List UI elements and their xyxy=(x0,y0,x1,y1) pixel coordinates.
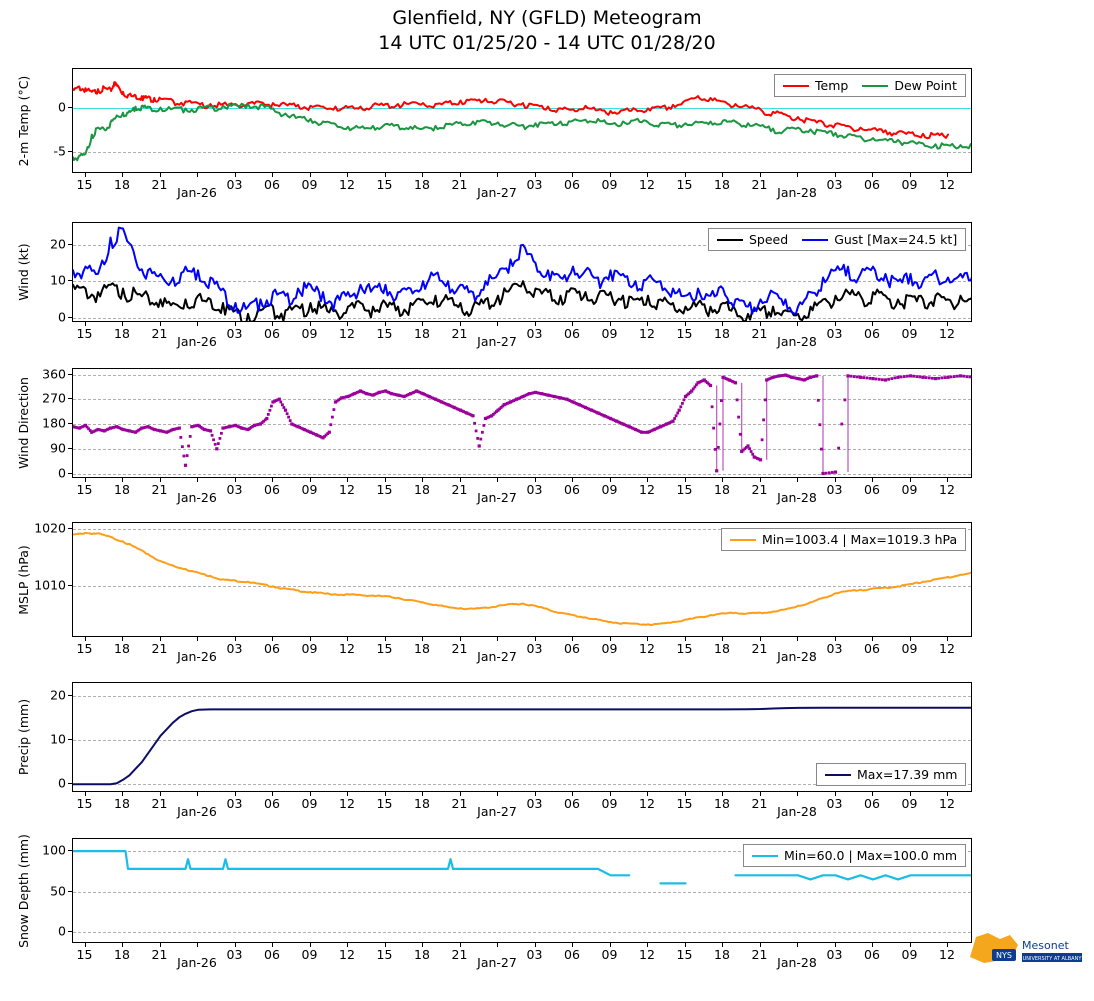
x-tick-label: Jan-28 xyxy=(777,804,817,819)
x-tick-label: 06 xyxy=(864,796,880,811)
y-tick-label: 1020 xyxy=(34,520,66,536)
y-tick-mark xyxy=(68,528,72,529)
y-tick-label: 0 xyxy=(58,775,66,791)
x-tick-label: 09 xyxy=(601,482,618,497)
x-tick-label: 06 xyxy=(264,641,280,656)
legend-item xyxy=(783,78,848,93)
x-tick-label: 15 xyxy=(376,482,393,497)
x-tick-label: 12 xyxy=(939,326,955,341)
x-tick-label: 18 xyxy=(414,177,430,192)
y-axis-label-wind: Wind (kt) xyxy=(16,243,31,301)
plot-area-wind_direction xyxy=(72,368,972,478)
x-tick-label: 21 xyxy=(151,796,168,811)
x-tick-label: 15 xyxy=(76,641,93,656)
x-tick-label: 03 xyxy=(226,641,243,656)
x-tick-mark xyxy=(197,943,198,947)
x-tick-label: Jan-26 xyxy=(177,185,217,200)
x-tick-label: 09 xyxy=(301,482,318,497)
x-tick-mark xyxy=(497,173,498,177)
x-tick-label: 18 xyxy=(714,796,730,811)
y-tick-mark xyxy=(68,473,72,474)
y-axis-label-mslp: MSLP (hPa) xyxy=(16,544,31,615)
x-tick-label: 18 xyxy=(714,326,730,341)
x-tick-label: 03 xyxy=(226,177,243,192)
x-tick-label: 18 xyxy=(414,947,430,962)
x-tick-label: 18 xyxy=(414,482,430,497)
x-tick-label: 06 xyxy=(864,641,880,656)
x-tick-label: 21 xyxy=(451,947,468,962)
x-tick-label: 03 xyxy=(826,796,843,811)
x-tick-label: Jan-28 xyxy=(777,334,817,349)
x-tick-label: 21 xyxy=(751,947,768,962)
y-axis-label-precip: Precip (mm) xyxy=(16,698,31,776)
x-tick-label: 21 xyxy=(451,482,468,497)
x-tick-label: 09 xyxy=(901,641,918,656)
x-tick-label: 18 xyxy=(114,641,130,656)
x-tick-label: 06 xyxy=(564,482,580,497)
x-tick-label: Jan-27 xyxy=(477,185,517,200)
x-tick-mark xyxy=(497,637,498,641)
x-tick-label: Jan-27 xyxy=(477,955,517,970)
legend-swatch xyxy=(802,239,828,241)
x-tick-label: 18 xyxy=(714,177,730,192)
y-tick-label: 50 xyxy=(50,883,66,898)
x-tick-label: 21 xyxy=(151,326,168,341)
y-tick-mark xyxy=(68,398,72,399)
x-tick-label: 21 xyxy=(751,796,768,811)
legend-swatch xyxy=(825,774,851,776)
x-tick-label: 09 xyxy=(601,641,618,656)
x-tick-label: 09 xyxy=(901,796,918,811)
x-tick-label: 18 xyxy=(114,326,130,341)
x-tick-label: 18 xyxy=(414,641,430,656)
x-tick-label: 18 xyxy=(714,482,730,497)
x-tick-mark xyxy=(797,478,798,482)
svg-text:NYS: NYS xyxy=(996,951,1012,960)
x-tick-label: 06 xyxy=(564,641,580,656)
x-tick-label: 06 xyxy=(564,796,580,811)
x-tick-label: 15 xyxy=(76,947,93,962)
y-tick-mark xyxy=(68,423,72,424)
y-tick-label: 10 xyxy=(50,731,66,747)
x-tick-mark xyxy=(797,792,798,796)
legend-item xyxy=(802,232,957,247)
x-tick-label: 03 xyxy=(526,177,543,192)
legend-swatch xyxy=(783,85,809,87)
x-tick-mark xyxy=(197,478,198,482)
x-tick-label: 12 xyxy=(339,947,355,962)
legend-mslp xyxy=(721,528,966,551)
y-tick-mark xyxy=(68,739,72,740)
svg-text:UNIVERSITY AT ALBANY: UNIVERSITY AT ALBANY xyxy=(1022,956,1082,962)
x-tick-mark xyxy=(797,173,798,177)
x-tick-label: 12 xyxy=(339,796,355,811)
x-tick-label: 12 xyxy=(339,326,355,341)
y-tick-mark xyxy=(68,585,72,586)
x-tick-label: 15 xyxy=(76,796,93,811)
x-tick-mark xyxy=(797,943,798,947)
legend-swatch xyxy=(717,239,743,241)
x-tick-label: 06 xyxy=(864,947,880,962)
y-tick-label: -5 xyxy=(53,143,66,159)
y-tick-mark xyxy=(68,448,72,449)
x-tick-label: 18 xyxy=(414,326,430,341)
y-tick-label: 0 xyxy=(58,309,66,325)
x-tick-label: 12 xyxy=(639,482,655,497)
x-tick-label: 09 xyxy=(301,326,318,341)
y-axis-label-temperature: 2-m Temp (°C) xyxy=(16,75,31,166)
y-tick-label: 0 xyxy=(58,923,66,939)
x-tick-label: 03 xyxy=(826,177,843,192)
x-tick-label: 15 xyxy=(376,947,393,962)
y-tick-mark xyxy=(68,317,72,318)
x-tick-label: 21 xyxy=(151,177,168,192)
x-tick-label: 12 xyxy=(639,796,655,811)
x-tick-label: 03 xyxy=(226,947,243,962)
x-tick-label: 12 xyxy=(639,326,655,341)
x-tick-label: 09 xyxy=(601,326,618,341)
svg-text:Mesonet: Mesonet xyxy=(1022,939,1069,952)
x-tick-label: 18 xyxy=(114,796,130,811)
y-tick-mark xyxy=(68,783,72,784)
x-tick-label: 06 xyxy=(264,177,280,192)
x-tick-label: 21 xyxy=(451,326,468,341)
y-axis-label-wind_direction: Wind Direction xyxy=(16,377,31,469)
legend-label: Dew Point xyxy=(894,78,957,93)
x-tick-label: 03 xyxy=(826,641,843,656)
y-tick-label: 360 xyxy=(42,366,66,381)
legend-item xyxy=(752,848,957,863)
x-tick-label: 18 xyxy=(714,947,730,962)
x-tick-label: 09 xyxy=(901,326,918,341)
x-tick-label: 18 xyxy=(114,177,130,192)
x-tick-label: 03 xyxy=(526,482,543,497)
x-tick-label: 06 xyxy=(864,177,880,192)
x-tick-label: Jan-26 xyxy=(177,490,217,505)
x-tick-label: 12 xyxy=(939,796,955,811)
x-tick-mark xyxy=(497,478,498,482)
x-tick-label: 21 xyxy=(751,177,768,192)
legend-label: Gust [Max=24.5 kt] xyxy=(834,232,958,247)
x-tick-mark xyxy=(797,637,798,641)
legend-item xyxy=(862,78,957,93)
x-tick-label: 09 xyxy=(601,177,618,192)
y-tick-label: 100 xyxy=(42,842,66,858)
y-tick-mark xyxy=(68,151,72,152)
chart-title xyxy=(0,6,1094,56)
y-tick-label: 20 xyxy=(50,236,66,252)
x-tick-label: 03 xyxy=(826,947,843,962)
x-tick-label: 12 xyxy=(339,482,355,497)
x-tick-label: 12 xyxy=(939,641,955,656)
x-tick-label: 03 xyxy=(526,947,543,962)
y-tick-label: 1010 xyxy=(34,577,66,593)
x-tick-label: 18 xyxy=(714,641,730,656)
legend-item xyxy=(717,232,788,247)
x-tick-label: 15 xyxy=(376,796,393,811)
x-tick-label: 09 xyxy=(301,947,318,962)
y-tick-label: 10 xyxy=(50,272,66,288)
x-tick-label: 03 xyxy=(226,482,243,497)
x-tick-label: 15 xyxy=(376,641,393,656)
x-tick-label: Jan-27 xyxy=(477,334,517,349)
legend-item xyxy=(825,767,957,782)
nys-mesonet-logo xyxy=(966,927,1086,979)
x-tick-label: 15 xyxy=(376,177,393,192)
x-tick-label: 06 xyxy=(864,482,880,497)
x-tick-label: 15 xyxy=(676,796,693,811)
y-axis-label-snow_depth: Snow Depth (mm) xyxy=(16,833,31,948)
legend-swatch xyxy=(752,855,778,857)
x-tick-label: 03 xyxy=(226,326,243,341)
x-tick-label: 18 xyxy=(414,796,430,811)
x-tick-label: 06 xyxy=(564,326,580,341)
legend-label: Max=17.39 mm xyxy=(857,767,958,782)
x-tick-label: Jan-26 xyxy=(177,804,217,819)
x-tick-label: 09 xyxy=(301,641,318,656)
x-tick-mark xyxy=(197,322,198,326)
x-tick-label: Jan-26 xyxy=(177,649,217,664)
x-tick-label: Jan-27 xyxy=(477,649,517,664)
x-tick-label: 03 xyxy=(826,482,843,497)
x-tick-label: 09 xyxy=(301,177,318,192)
legend-snow_depth xyxy=(743,844,966,867)
legend-temperature xyxy=(774,74,966,97)
y-tick-label: 20 xyxy=(50,687,66,703)
legend-precip xyxy=(816,763,966,786)
x-tick-mark xyxy=(497,943,498,947)
y-tick-mark xyxy=(68,891,72,892)
x-tick-label: Jan-28 xyxy=(777,490,817,505)
y-tick-mark xyxy=(68,280,72,281)
legend-wind xyxy=(708,228,966,251)
x-tick-label: 21 xyxy=(451,796,468,811)
x-tick-label: 15 xyxy=(76,177,93,192)
x-tick-label: 06 xyxy=(264,326,280,341)
y-tick-label: 270 xyxy=(42,390,66,406)
x-tick-label: 12 xyxy=(639,947,655,962)
x-tick-label: Jan-28 xyxy=(777,649,817,664)
x-tick-label: Jan-28 xyxy=(777,185,817,200)
x-tick-label: 09 xyxy=(901,177,918,192)
legend-label: Speed xyxy=(749,232,789,247)
y-tick-label: 0 xyxy=(58,465,66,480)
x-tick-label: 12 xyxy=(939,482,955,497)
x-tick-label: 21 xyxy=(751,326,768,341)
x-tick-label: Jan-27 xyxy=(477,804,517,819)
x-tick-label: 21 xyxy=(151,482,168,497)
x-tick-label: Jan-26 xyxy=(177,955,217,970)
x-tick-label: Jan-26 xyxy=(177,334,217,349)
x-tick-label: 03 xyxy=(526,641,543,656)
x-tick-mark xyxy=(197,173,198,177)
x-tick-label: Jan-28 xyxy=(777,955,817,970)
y-tick-label: 90 xyxy=(50,440,66,456)
x-tick-label: 12 xyxy=(339,641,355,656)
x-tick-label: 06 xyxy=(264,482,280,497)
x-tick-label: 03 xyxy=(526,326,543,341)
x-tick-label: 12 xyxy=(639,177,655,192)
x-tick-label: 21 xyxy=(151,641,168,656)
x-tick-label: 21 xyxy=(151,947,168,962)
legend-swatch xyxy=(730,539,756,541)
x-tick-label: 06 xyxy=(264,796,280,811)
x-tick-label: 15 xyxy=(76,326,93,341)
legend-label: Min=60.0 | Max=100.0 mm xyxy=(784,848,958,863)
x-tick-label: 15 xyxy=(676,326,693,341)
x-tick-mark xyxy=(797,322,798,326)
x-tick-label: 03 xyxy=(526,796,543,811)
x-tick-label: 09 xyxy=(901,947,918,962)
x-tick-label: 09 xyxy=(601,947,618,962)
x-tick-label: 15 xyxy=(76,482,93,497)
y-tick-mark xyxy=(68,107,72,108)
x-tick-label: 21 xyxy=(451,177,468,192)
x-tick-label: 12 xyxy=(339,177,355,192)
x-tick-label: 12 xyxy=(939,177,955,192)
x-tick-label: 06 xyxy=(564,947,580,962)
x-tick-label: 09 xyxy=(901,482,918,497)
x-tick-label: 12 xyxy=(639,641,655,656)
legend-label: Min=1003.4 | Max=1019.3 hPa xyxy=(762,532,958,547)
y-tick-mark xyxy=(68,695,72,696)
x-tick-label: 15 xyxy=(676,947,693,962)
x-tick-label: 15 xyxy=(676,177,693,192)
x-tick-label: 06 xyxy=(864,326,880,341)
x-tick-label: 15 xyxy=(676,641,693,656)
x-tick-label: Jan-27 xyxy=(477,490,517,505)
y-tick-mark xyxy=(68,244,72,245)
y-tick-mark xyxy=(68,850,72,851)
x-tick-label: 21 xyxy=(751,641,768,656)
x-tick-label: 03 xyxy=(226,796,243,811)
y-tick-mark xyxy=(68,374,72,375)
x-tick-label: 15 xyxy=(676,482,693,497)
x-tick-label: 18 xyxy=(114,947,130,962)
x-tick-mark xyxy=(497,792,498,796)
x-tick-mark xyxy=(197,792,198,796)
y-tick-label: 0 xyxy=(58,99,66,115)
legend-label: Temp xyxy=(815,78,849,93)
y-tick-mark xyxy=(68,931,72,932)
x-tick-label: 03 xyxy=(826,326,843,341)
title-line-1: Glenfield, NY (GFLD) Meteogram xyxy=(392,7,702,29)
x-tick-mark xyxy=(497,322,498,326)
x-tick-label: 21 xyxy=(451,641,468,656)
x-tick-mark xyxy=(197,637,198,641)
legend-swatch xyxy=(862,85,888,87)
legend-item xyxy=(730,532,957,547)
x-tick-label: 18 xyxy=(114,482,130,497)
x-tick-label: 06 xyxy=(264,947,280,962)
x-tick-label: 09 xyxy=(601,796,618,811)
x-tick-label: 09 xyxy=(301,796,318,811)
y-tick-label: 180 xyxy=(42,415,66,431)
x-tick-label: 12 xyxy=(939,947,955,962)
title-line-2: 14 UTC 01/25/20 - 14 UTC 01/28/20 xyxy=(378,32,716,54)
x-tick-label: 21 xyxy=(751,482,768,497)
x-tick-label: 15 xyxy=(376,326,393,341)
x-tick-label: 06 xyxy=(564,177,580,192)
